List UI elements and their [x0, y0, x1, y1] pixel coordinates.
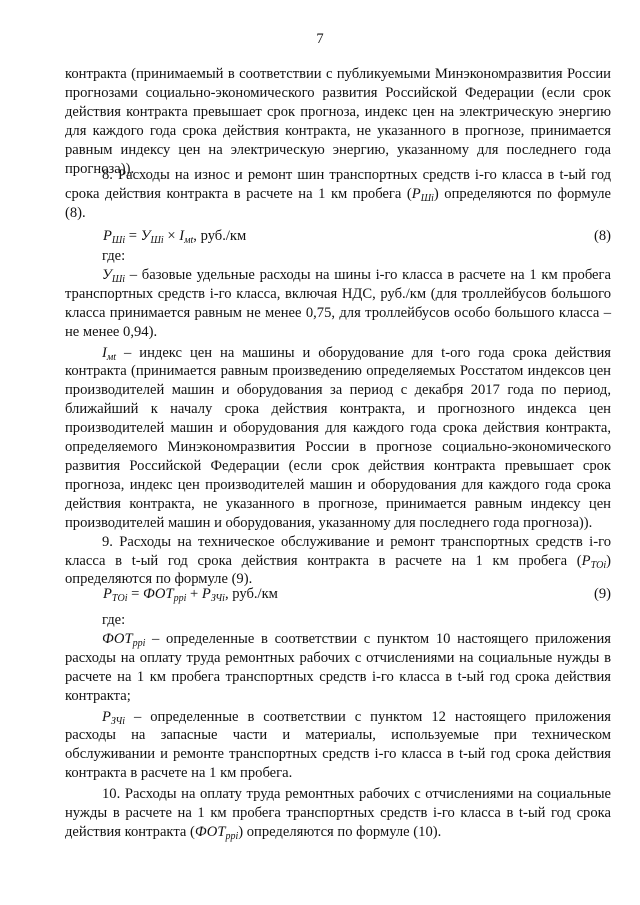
definition-p-zch: $Р_{ЗЧi}$ – определенные в соответствии с пунктом 12 настоящего приложения расходы на запасные части и материалы, используемые при техническом обслуживании и ремонте транспортных средств i-го класса в t-ый год срока действия контракта в расчете на 1 км пробега.: [65, 708, 611, 782]
definition-fot: $ФОТ_{ррi}$ – определенные в соответствии с пунктом 10 настоящего приложения расходы на оплату труда ремонтных рабочих с отчислениями на социальные нужды в расчете на 1 км пробега транспортных средств i-го класса в t-ый год срока действия контракта;: [65, 630, 611, 704]
where-label: где:: [102, 612, 126, 628]
definitions-8: [65, 247, 611, 589]
where-label: где:: [102, 248, 126, 264]
paragraph-8: [65, 166, 611, 223]
formula-8-number: (8): [593, 228, 611, 244]
definition-i-mt: $I_{мt}$ – индекс цен на машины и оборудование для t-ого года срока действия контракта (принимается равным произведению определяемых Росстатом индексов цен производителей машин и оборудования за период с декабря 2017 года по период, ближайший к началу срока действия контракта, и прогнозного индекса цен производителей машин и оборудования для каждого года срока действия контракта, определяемого Минэкономразвития России в прогнозе социально-экономического развития Российской Федерации (если срок действия контракта превышает срок прогноза, индекс цен производителей машин и оборудования для каждого года срока действия контракта, не указанного в прогнозе, принимается равным индексу цен производителей машин и оборудования, указанному для последнего года прогноза)).: [65, 344, 611, 531]
formula-9-number: (9): [593, 586, 611, 602]
paragraph-10: 10. Расходы на оплату труда ремонтных рабочих с отчислениями на социальные нужды в расчете на 1 км пробега транспортных средств i-го класса в t-ый год срока действия контракта $(ФОТ_{ррi})$ определяются по формуле (10).: [65, 786, 611, 842]
paragraph-8-tail: ) определяются по формуле (8).: [65, 185, 611, 221]
paragraph-9: 9. Расходы на техническое обслуживание и ремонт транспортных средств i-го класса в t-ый год срока действия контракта в расчете на 1 км пробега $(Р_{ТОi})$ определяются по формуле (9).: [65, 533, 611, 588]
formula-9-expression: $Р_{ТОi} = ФОТ_{ррi} + Р_{ЗЧi}$, руб./км: [103, 586, 278, 604]
definition-u-sh: $У_{Шi}$ – базовые удельные расходы на шины i-го класса в расчете на 1 км пробега транспортных средств i-го класса, включая НДС, руб./км (для троллейбусов большого класса принимается равным не менее 0,75, для троллейбусов особо большого класса – не менее 0,94).: [65, 266, 611, 340]
symbol-r-sh: $Р_{Шi}$: [411, 185, 434, 204]
paragraph-continuation: [65, 65, 611, 178]
page-number: 7: [316, 31, 324, 47]
formula-8: [103, 227, 611, 247]
formula-8-expression: $Р_{Шi} = У_{Шi} \times I_{мt}$, руб./км: [103, 228, 247, 246]
paragraph-8-text: 8. Расходы на износ и ремонт шин транспортных средств i-го класса в t-ый год срока действия контракта в расчете на 1 км пробега (: [65, 167, 611, 202]
paragraph-text: контракта (принимаемый в соответствии с публикуемыми Минэкономразвития России прогнозами социально-экономического развития Российской Федерации (если срок действия контракта превышает срок прогноза, индекс цен на электрическую энергию для каждого года срока действия контракта, не указанного в прогнозе, принимается равным индексу цен на электрическую энергию, указанному для последнего года прогноза)).: [65, 66, 611, 177]
definitions-9: [65, 611, 611, 842]
formula-9: [103, 585, 611, 605]
